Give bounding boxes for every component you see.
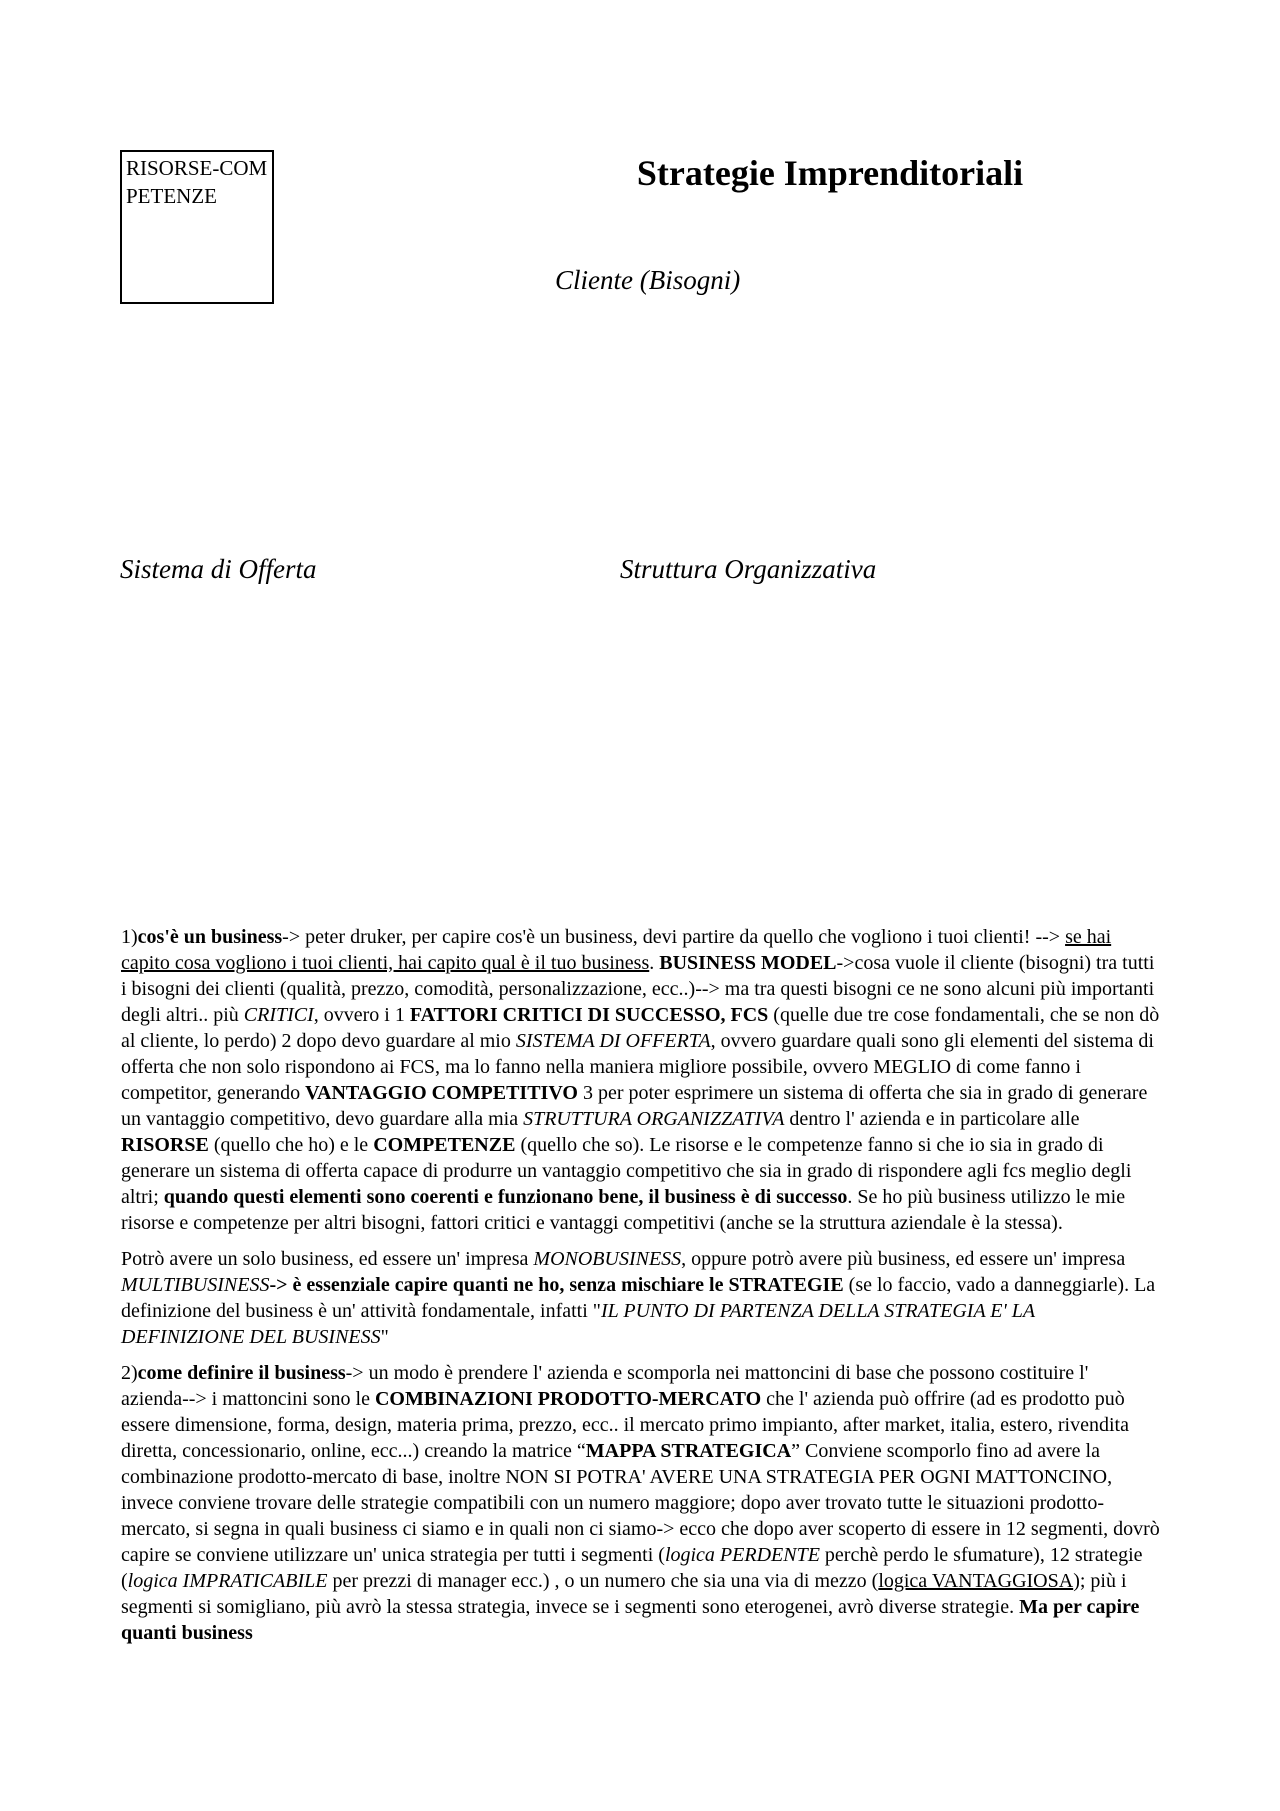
p3-s07: ” Conviene scomporlo fino ad avere la combinazione prodotto-mercato di base, inoltre NON SI POTRA' AVERE UNA STRATEGIA PER OGNI MATTONCINO, invece conviene trovare delle strategie compatibili con un numero maggiore; dopo aver trovato tutte le situazioni prodotto-mercato, si segna in quali business ci siamo e in quali non ci siamo-> ecco che dopo aver scoperto di essere in 12 segmenti, dovrò capire se conviene utilizzare un' unica strategia per tutti i segmenti ( <box>121 1440 1160 1566</box>
paragraph-1 <box>121 924 1161 1236</box>
label-sistema-di-offerta: Sistema di Offerta <box>120 554 317 584</box>
p1-s03: -> peter druker, per capire cos'è un business, devi partire da quello che vogliono i tuoi clienti! --> <box>282 926 1066 948</box>
p1-s13: , ovvero guardare quali sono gli elementi del sistema di offerta che non solo rispondono ai FCS, ma lo fanno nella maniera migliore possibile, ovvero MEGLIO di come fanno i competitor, generando <box>121 1030 1154 1104</box>
p2-s03: , oppure potrò avere più business, ed essere un' impresa <box>681 1248 1126 1270</box>
p3-s02: come definire il business <box>137 1362 346 1384</box>
body-text <box>121 924 1161 1656</box>
p1-s15: 3 per poter esprimere un sistema di offerta che sia in grado di generare un vantaggio competitivo, devo guardare alla mia <box>121 1082 1148 1130</box>
p2-s02: MONOBUSINESS <box>533 1248 682 1270</box>
p1-s07: ->cosa vuole il cliente (bisogni) tra tutti i bisogni dei clienti (qualità, prezzo, comodità, personalizzazione, ecc..)--> ma tra questi bisogni ce ne sono alcuni più importanti degli altri.. più <box>121 952 1155 1026</box>
p1-s22: quando questi elementi sono coerenti e funzionano bene, il business è di successo <box>163 1186 848 1208</box>
p1-s19: (quello che ho) e le <box>208 1134 374 1156</box>
p2-s06: (se lo faccio, vado a danneggiarle). La definizione del business è un' attività fondamentale, infatti " <box>121 1274 1156 1322</box>
p2-s01: Potrò avere un solo business, ed essere un' impresa <box>121 1248 534 1270</box>
p1-s10: FATTORI CRITICI DI SUCCESSO, FCS <box>409 1004 769 1026</box>
p3-s12: logica VANTAGGIOSA <box>878 1570 1074 1592</box>
p1-s06: BUSINESS MODEL <box>659 952 837 974</box>
p2-s05: -> è essenziale capire quanti ne ho, senza mischiare le STRATEGIE <box>269 1274 844 1296</box>
p1-s04: se hai capito cosa vogliono i tuoi clienti, hai capito qual è il tuo business <box>121 926 1112 974</box>
p1-s16: STRUTTURA ORGANIZZATIVA <box>523 1108 785 1130</box>
p1-s12: SISTEMA DI OFFERTA <box>515 1030 711 1052</box>
p1-s21: (quello che so). Le risorse e le competenze fanno si che io sia in grado di generare un sistema di offerta capace di produrre un vantaggio competitivo che sia in grado di rispondere agli fcs meglio degli altri; <box>121 1134 1132 1208</box>
p1-s05: . <box>649 952 660 974</box>
p1-s08: CRITICI <box>243 1004 314 1026</box>
p1-s17: dentro l' azienda e in particolare alle <box>784 1108 1080 1130</box>
p3-s11: per prezzi di manager ecc.) , o un numero che sia una via di mezzo ( <box>327 1570 879 1592</box>
p2-s04: MULTIBUSINESS <box>121 1274 270 1296</box>
p1-s14: VANTAGGIO COMPETITIVO <box>305 1082 578 1104</box>
p3-s09: perchè perdo le sfumature), 12 strategie ( <box>121 1544 1143 1592</box>
p1-s23: . Se ho più business utilizzo le mie risorse e competenze per altri bisogni, fattori critici e vantaggi competitivi (anche se la struttura aziendale è la stessa). <box>121 1186 1126 1234</box>
page-title: Strategie Imprenditoriali <box>636 153 1024 193</box>
p1-s02: cos'è un business <box>137 926 283 948</box>
p3-s14: Ma per capire quanti business <box>121 1596 1140 1644</box>
label-struttura-organizzativa: Struttura Organizzativa <box>620 554 877 584</box>
p3-s13: ); più i segmenti si somigliano, più avrò la stessa strategia, invece se i segmenti sono eterogenei, avrò diverse strategie. <box>121 1570 1127 1618</box>
p3-s04: COMBINAZIONI PRODOTTO-MERCATO <box>374 1388 762 1410</box>
p2-s07: IL PUNTO DI PARTENZA DELLA STRATEGIA E' LA DEFINIZIONE DEL BUSINESS <box>121 1300 1035 1348</box>
p1-s18: RISORSE <box>121 1134 209 1156</box>
p3-s06: MAPPA STRATEGICA <box>585 1440 792 1462</box>
p2-s08: " <box>380 1326 389 1348</box>
p1-s09: , ovvero i 1 <box>313 1004 410 1026</box>
p3-s01: 2) <box>121 1362 138 1384</box>
paragraph-2 <box>121 1246 1161 1350</box>
paragraph-3 <box>121 1360 1161 1646</box>
p3-s03: -> un modo è prendere l' azienda e scomporla nei mattoncini di base che possono costituire l' azienda--> i mattoncini sono le <box>121 1362 1089 1410</box>
risorse-competenze-label: RISORSE-COMPETENZE <box>126 156 268 208</box>
p3-s08: logica PERDENTE <box>664 1544 820 1566</box>
p1-s20: COMPETENZE <box>373 1134 516 1156</box>
risorse-competenze-box <box>120 150 274 304</box>
label-cliente: Cliente (Bisogni) <box>555 265 741 295</box>
p3-s05: che l' azienda può offrire (ad es prodotto può essere dimensione, forma, design, materia prima, prezzo, ecc.. il mercato primo impianto, after market, italia, estero, rivendita diretta, concessionario, online, ecc...) creando la matrice “ <box>121 1388 1129 1462</box>
p1-s01: 1) <box>121 926 138 948</box>
p1-s11: (quelle due tre cose fondamentali, che se non dò al cliente, lo perdo) 2 dopo devo guardare al mio <box>121 1004 1160 1052</box>
p3-s10: logica IMPRATICABILE <box>127 1570 328 1592</box>
